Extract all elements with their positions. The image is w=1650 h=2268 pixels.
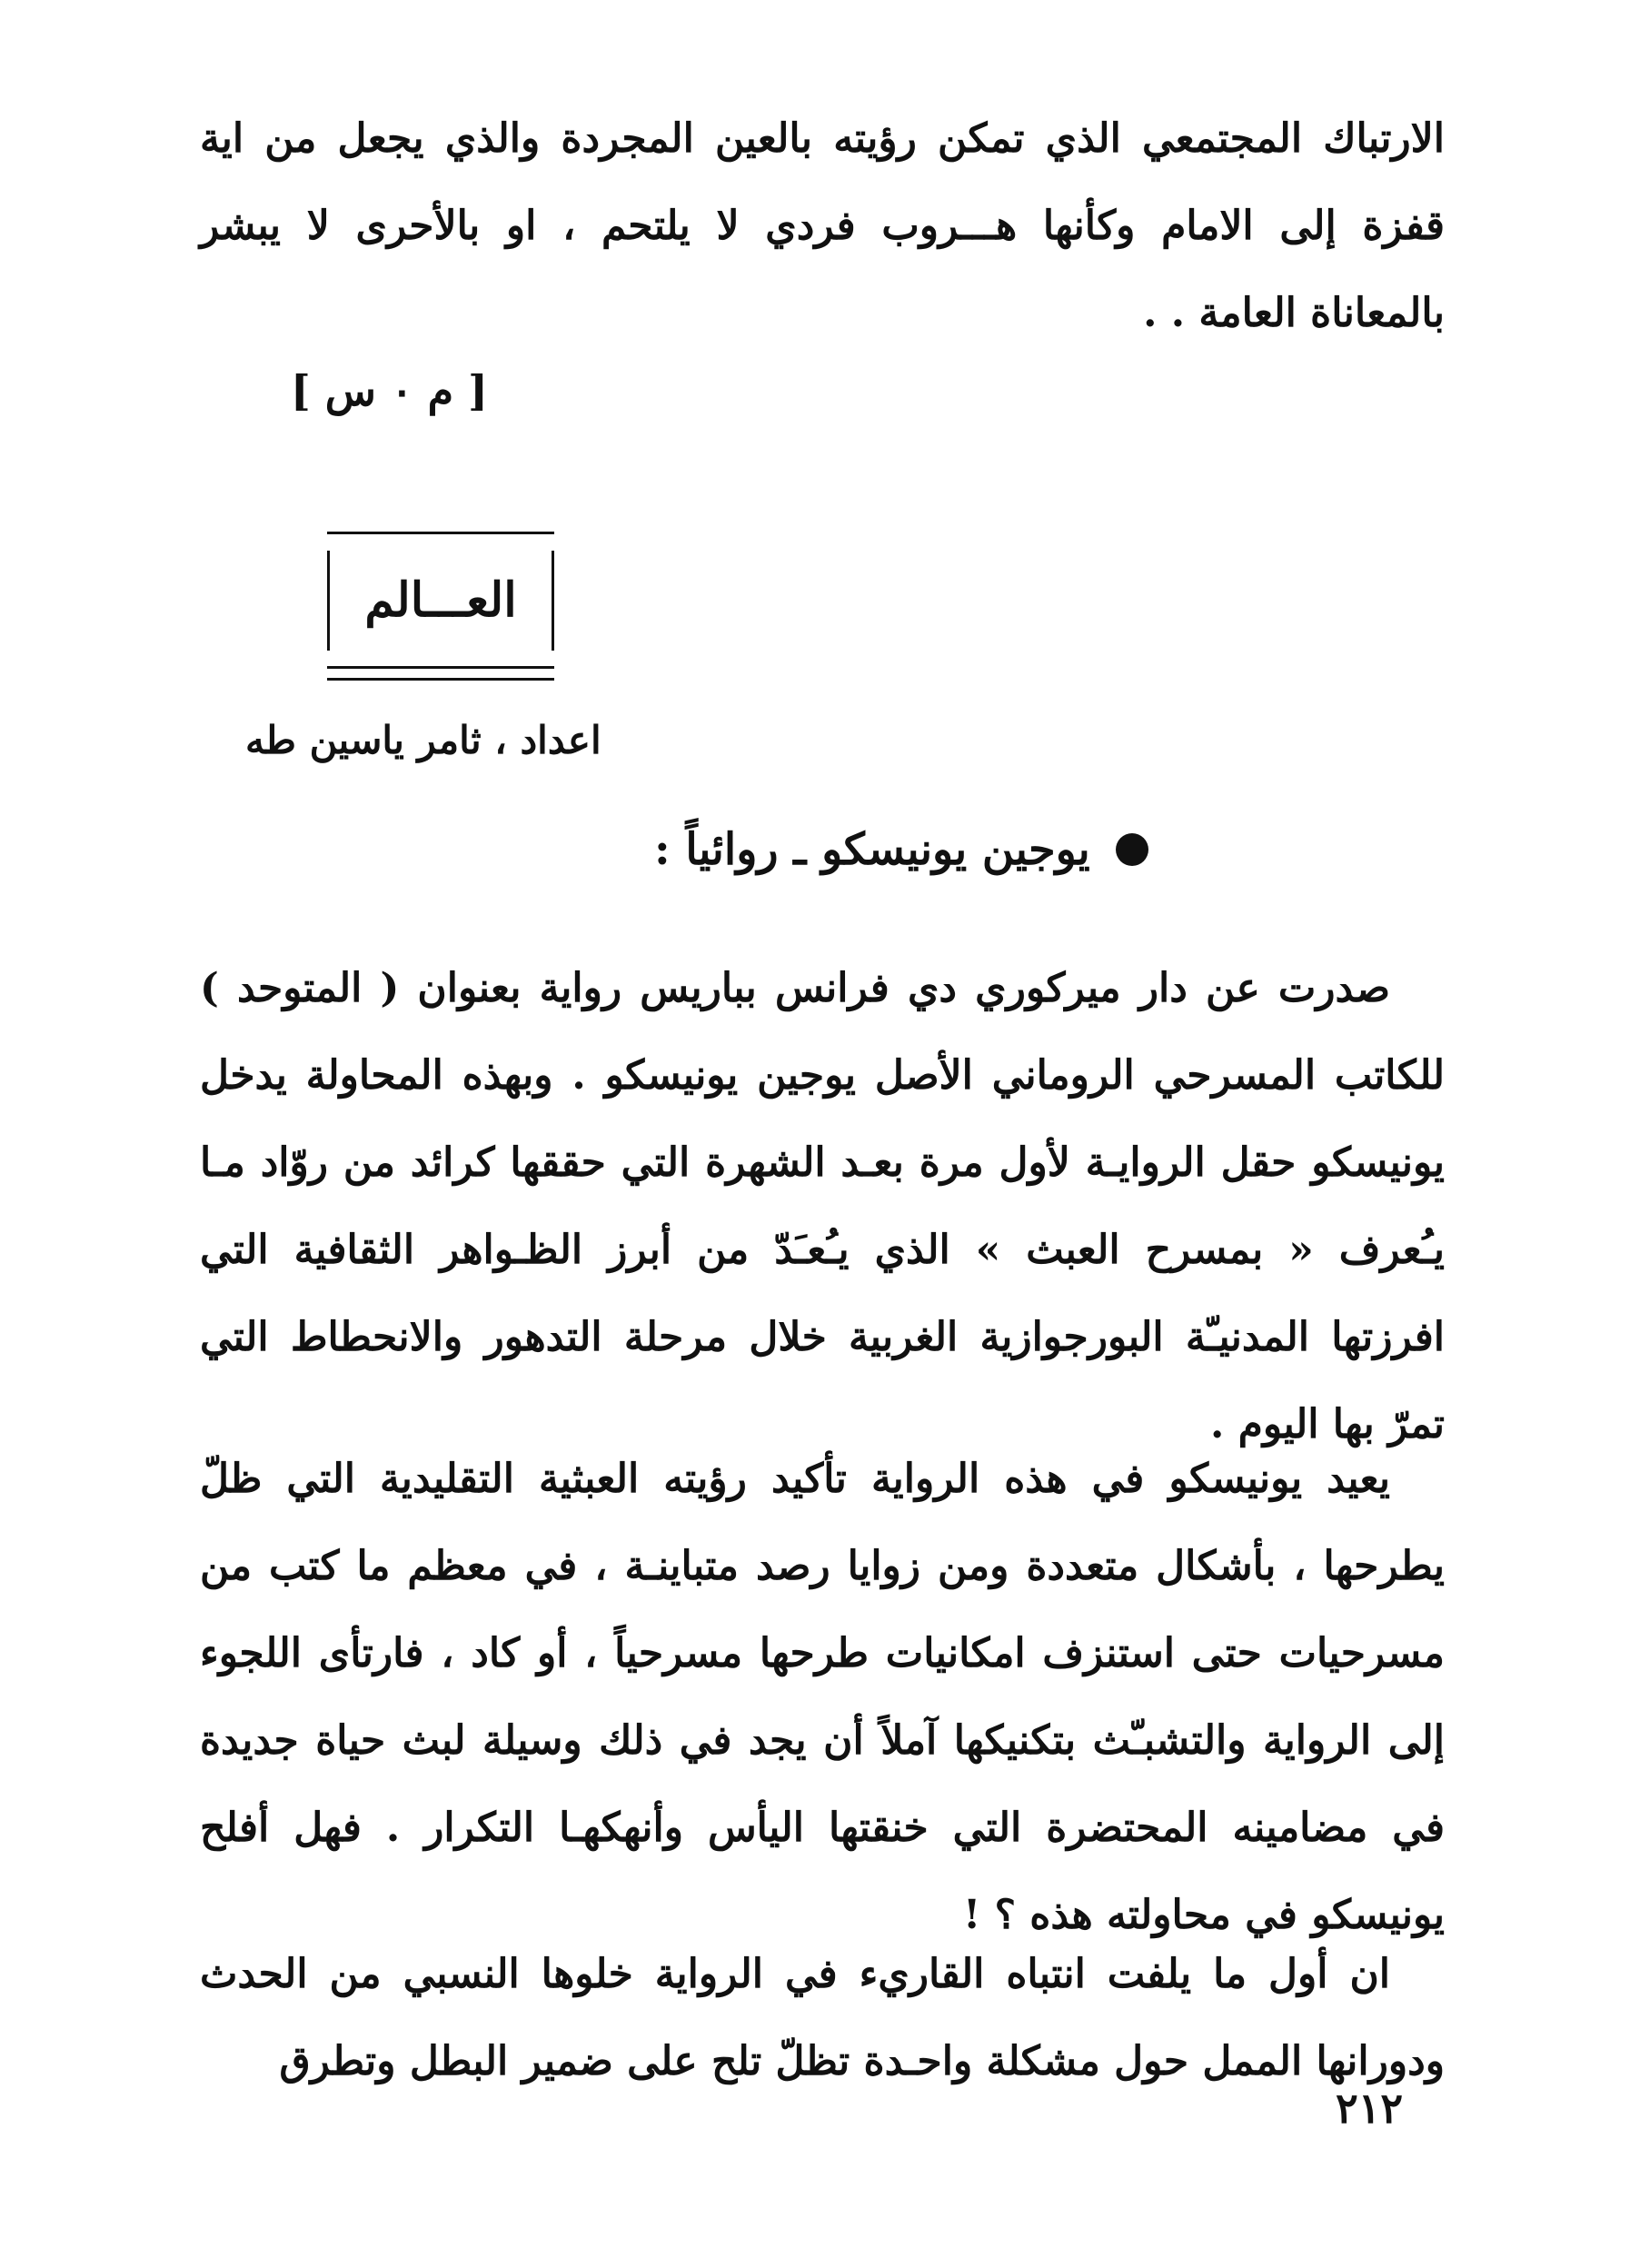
article-heading-row (654, 813, 1148, 886)
article-paragraph: ان أول ما يلفت انتباه القاريء في الرواية خلوها النسبي من الحدث ودورانها الممل حول مشكلة واحـدة تظلّ تلح على ضمير البطل وتطرق (200, 1951, 1445, 2084)
article-paragraph: يعيد يونيسكو في هذه الرواية تأكيد رؤيته العبثية التقليدية التي ظلّ يطرحها ، بأشكال متعددة ومن زوايا رصد متباينـة ، في معظم ما كتب من مسرحيات حتى استنزف امكانيات طرحها مسرحياً ، أو كاد ، فارتأى اللجوء إلى الرواية والتشبـّث بتكنيكها آملاً أن يجد في ذلك وسيلة لبث حياة جديدة في مضامينه المحتضرة التي خنقتها اليأس وأنهكهـا التكرار . فهل أفلح يونيسكو في محاولته هذه ؟ ! (200, 1456, 1445, 1938)
intro-paragraph: الارتباك المجتمعي الذي تمكن رؤيته بالعين المجردة والذي يجعل من اية قفزة إلى الامام وكأنها هـــروب فردي لا يلتحم ، او بالأحرى لا يبشر بالمعاناة العامة . . (200, 115, 1446, 336)
author-initials: [ م ٠ س ] (291, 366, 488, 415)
section-title-box (327, 532, 554, 669)
prepared-by-line: اعداد ، ثامر ياسين طه (245, 718, 601, 762)
bullet-icon (1116, 833, 1148, 866)
article-paragraph: صدرت عن دار ميركوري دي فرانس بباريس رواية بعنوان ( المتوحد ) للكاتب المسرحي الروماني الأصل يوجين يونيسكو . وبهذه المحاولة يدخل يونيسكو حقل الروايـة لأول مرة بعـد الشهرة التي حققها كرائد من روّاد مـا يـُعرف « بمسرح العبث » الذي يـُعـَدّ من أبرز الظـواهر الثقافية التي افرزتها المدنيـّة البورجوازية الغربية خلال مرحلة التدهور والانحطاط التي تمرّ بها اليوم . (200, 965, 1445, 1447)
page-number: ٢١٢ (1336, 2084, 1404, 2133)
article-heading: يوجين يونيسكو ـ روائياً : (654, 824, 1090, 875)
section-title: العـــالم (364, 572, 517, 628)
title-underline (327, 678, 554, 681)
